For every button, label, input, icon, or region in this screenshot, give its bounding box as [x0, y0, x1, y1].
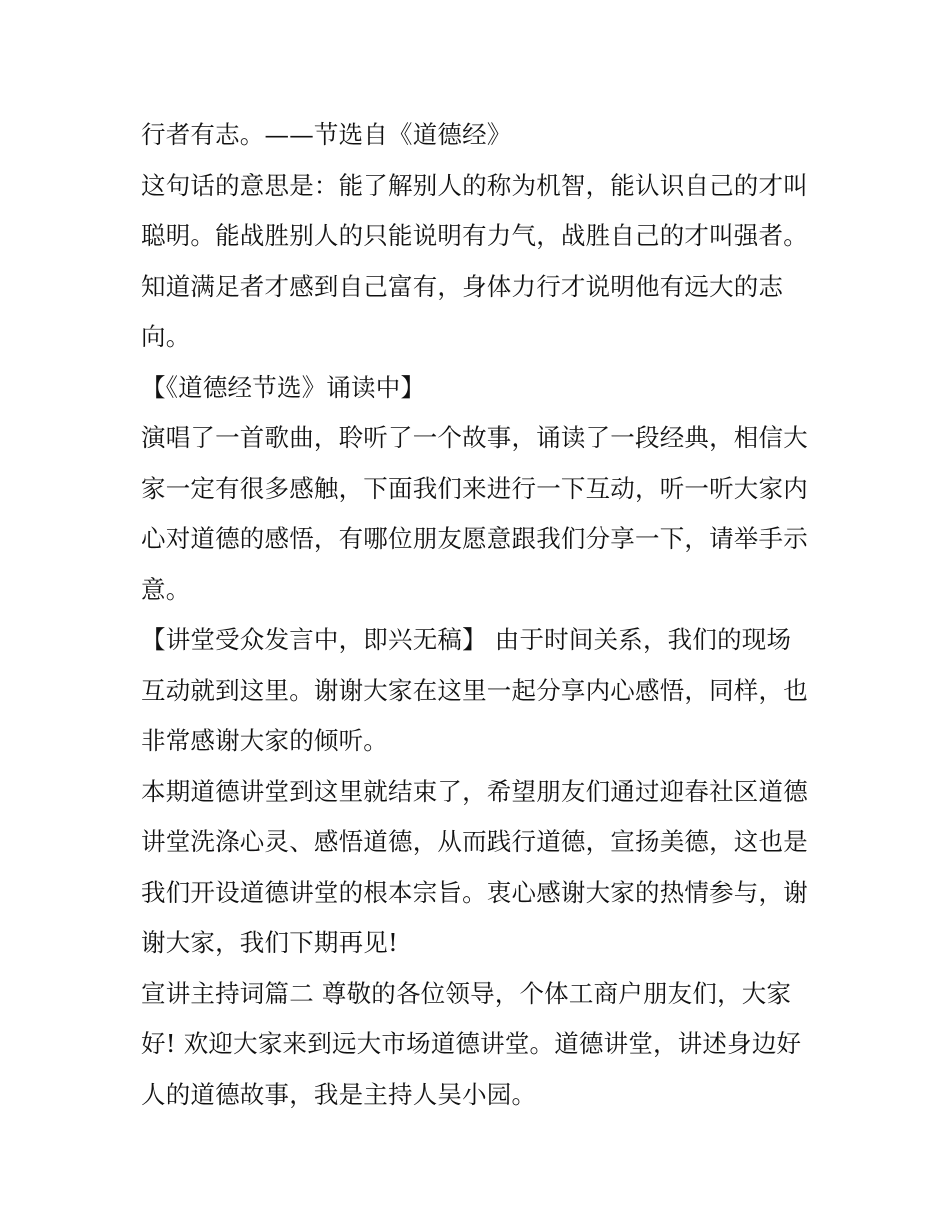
text-line: 非常感谢大家的倾听。: [141, 726, 388, 755]
text-line: 好! 欢迎大家来到远大市场道德讲堂。道德讲堂，讲述身边好: [141, 1029, 802, 1058]
text-line: 我们开设道德讲堂的根本宗旨。衷心感谢大家的热情参与，谢: [141, 877, 808, 907]
text-line: 家一定有很多感触，下面我们来进行一下互动，听一听大家内: [141, 473, 808, 503]
text-line: 向。: [141, 322, 191, 351]
text-line: 本期道德讲堂到这里就结束了，希望朋友们通过迎春社区道德: [141, 776, 808, 806]
text-line: 这句话的意思是：能了解别人的称为机智，能认识自己的才叫: [141, 170, 808, 200]
text-line: 【讲堂受众发言中，即兴无稿】 由于时间关系，我们的现场: [141, 625, 792, 654]
text-line: 互动就到这里。谢谢大家在这里一起分享内心感悟，同样，也: [141, 675, 808, 705]
text-line: 意。: [141, 574, 191, 604]
text-line: 人的道德故事，我是主持人吴小园。: [141, 1079, 537, 1109]
document-body: [141, 110, 821, 1120]
section-heading: 【《道德经节选》诵读中】: [141, 372, 426, 402]
text-line: 心对道德的感悟，有哪位朋友愿意跟我们分享一下，请举手示: [141, 524, 808, 553]
text-line: 宣讲主持词篇二 尊敬的各位领导，个体工商户朋友们，大家: [141, 978, 792, 1008]
text-line: 行者有志。——节选自《道德经》: [141, 120, 512, 149]
text-line: 演唱了一首歌曲，聆听了一个故事，诵读了一段经典，相信大: [141, 423, 808, 452]
text-line: 知道满足者才感到自己富有，身体力行才说明他有远大的志: [141, 271, 784, 301]
text-line: 聪明。能战胜别人的只能说明有力气，战胜自己的才叫强者。: [141, 221, 808, 250]
text-line: 谢大家，我们下期再见!: [141, 928, 399, 957]
text-line: 讲堂洗涤心灵、感悟道德，从而践行道德，宣扬美德，这也是: [141, 827, 808, 856]
